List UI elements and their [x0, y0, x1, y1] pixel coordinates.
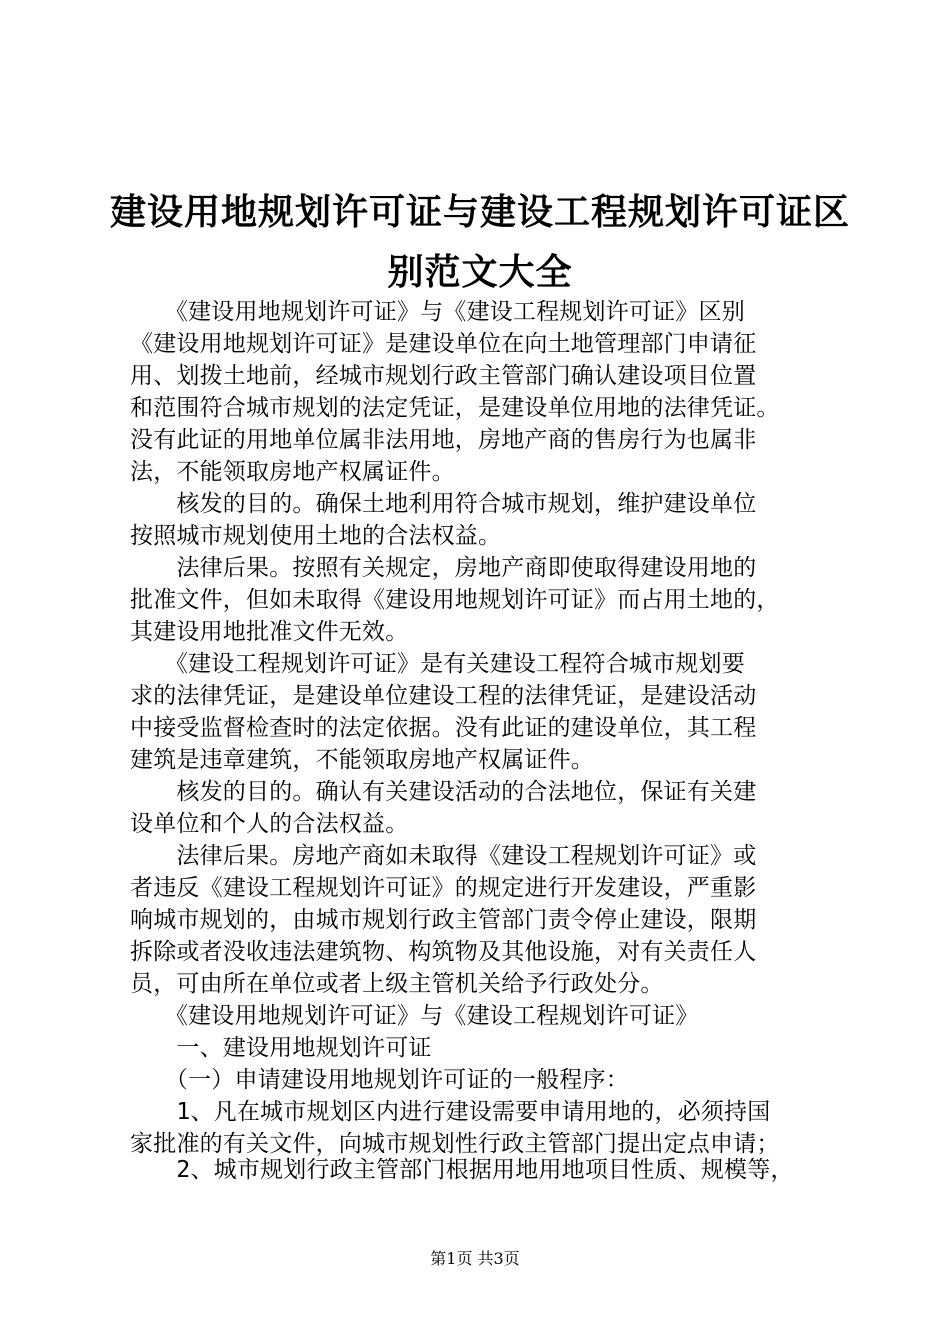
- document-title-line-2: 别范文大全: [387, 251, 573, 293]
- body-text-line: 员，可由所在单位或者上级主管机关给予行政处分。: [130, 971, 664, 997]
- body-text-line: 核发的目的。确保土地利用符合城市规划，维护建设单位: [130, 491, 757, 517]
- body-text-line: 1、凡在城市规划区内进行建设需要申请用地的，必须持国: [130, 1099, 771, 1125]
- body-text-line: 《建设工程规划许可证》是有关建设工程符合城市规划要: [130, 651, 745, 677]
- body-text-line: 和范围符合城市规划的法定凭证，是建设单位用地的法律凭证。: [130, 395, 780, 421]
- body-text-line: 批准文件，但如未取得《建设用地规划许可证》而占用土地的，: [130, 587, 780, 613]
- document-title-line-1: 建设用地规划许可证与建设工程规划许可证区: [110, 191, 851, 233]
- body-text-line: 法，不能领取房地产权属证件。: [130, 459, 455, 485]
- body-text-line: 2、城市规划行政主管部门根据用地用地项目性质、规模等，: [130, 1157, 794, 1183]
- body-text-line: 者违反《建设工程规划许可证》的规定进行开发建设，严重影: [130, 875, 757, 901]
- body-text-line: 中接受监督检查时的法定依据。没有此证的建设单位，其工程: [130, 715, 757, 741]
- body-text-line: 法律后果。房地产商如未取得《建设工程规划许可证》或: [130, 843, 757, 869]
- document-body: [130, 296, 830, 1160]
- body-text-line: 设单位和个人的合法权益。: [130, 811, 409, 837]
- body-text-line: 法律后果。按照有关规定，房地产商即使取得建设用地的: [130, 555, 757, 581]
- body-text-line: 没有此证的用地单位属非法用地，房地产商的售房行为也属非: [130, 427, 757, 453]
- body-text-line: 拆除或者没收违法建筑物、构筑物及其他设施，对有关责任人: [130, 939, 757, 965]
- body-text-line: （一）申请建设用地规划许可证的一般程序：: [130, 1067, 629, 1093]
- body-text-line: 响城市规划的，由城市规划行政主管部门责令停止建设，限期: [130, 907, 757, 933]
- body-text-line: 建筑是违章建筑，不能领取房地产权属证件。: [130, 747, 594, 773]
- body-text-line: 《建设用地规划许可证》与《建设工程规划许可证》区别: [130, 299, 745, 325]
- body-text-line: 《建设用地规划许可证》是建设单位在向土地管理部门申请征: [130, 331, 757, 357]
- body-text-line: 《建设用地规划许可证》与《建设工程规划许可证》: [130, 1003, 699, 1029]
- body-text-line: 其建设用地批准文件无效。: [130, 619, 409, 645]
- document-body-continued: [130, 1154, 830, 1186]
- body-text-line: 求的法律凭证，是建设单位建设工程的法律凭证，是建设活动: [130, 683, 757, 709]
- body-text-line: 家批准的有关文件，向城市规划性行政主管部门提出定点申请；: [130, 1131, 780, 1157]
- body-text-line: 核发的目的。确认有关建设活动的合法地位，保证有关建: [130, 779, 757, 805]
- body-text-line: 用、划拨土地前，经城市规划行政主管部门确认建设项目位置: [130, 363, 757, 389]
- page-number-footer: 第1页 共3页: [430, 1249, 520, 1268]
- body-text-line: 按照城市规划使用土地的合法权益。: [130, 523, 502, 549]
- body-text-line: 一、建设用地规划许可证: [130, 1035, 432, 1061]
